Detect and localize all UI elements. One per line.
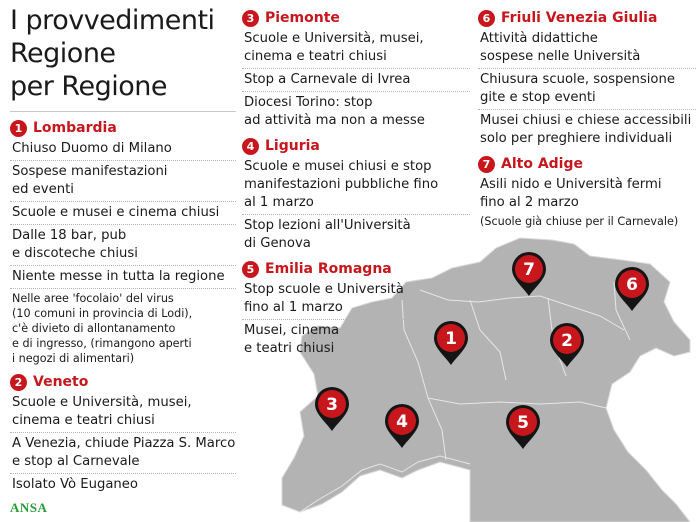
- region-header: [478, 154, 696, 174]
- column-middle: [242, 0, 470, 360]
- measure-item: Scuole e Università, musei, cinema e teatri chiusi: [10, 392, 236, 433]
- map-pin-1-label: 1: [445, 329, 457, 349]
- region-name: Veneto: [33, 374, 89, 390]
- page-title: [10, 4, 236, 103]
- title-line-1: I provvedimenti: [10, 5, 215, 36]
- region-block-lombardia: [10, 118, 236, 368]
- region-header: [10, 118, 236, 138]
- region-name: Alto Adige: [501, 156, 583, 172]
- region-header: [478, 8, 696, 28]
- map-pin-7-label: 7: [523, 260, 535, 280]
- column-right: [478, 0, 696, 231]
- map-pin-6-label: 6: [626, 275, 638, 295]
- region-number-badge: 6: [478, 10, 495, 27]
- measure-note: Nelle aree 'focolaio' del virus (10 comuni in provincia di Lodi), c'è divieto di allontanamento e di ingresso, (rimangono aperti i negozi di alimentari): [12, 292, 193, 365]
- region-header: [242, 259, 470, 279]
- map-pin-5-label: 5: [517, 413, 529, 433]
- region-name: Lombardia: [33, 120, 117, 136]
- region-name: Friuli Venezia Giulia: [501, 10, 658, 26]
- region-block-veneto: [10, 372, 236, 496]
- measure-item: Isolato Vò Euganeo: [12, 477, 138, 492]
- measure-item: Sospese manifestazioni ed eventi: [10, 161, 236, 202]
- measure-item: Chiusura scuole, sospensione gite e stop eventi: [478, 69, 696, 110]
- measure-item: Diocesi Torino: stop ad attività ma non a messe: [244, 95, 425, 128]
- region-number-badge: 4: [242, 138, 259, 155]
- region-block-alto-adige: [478, 154, 696, 231]
- region-name: Liguria: [265, 138, 320, 154]
- measure-item: Dalle 18 bar, pub e discoteche chiusi: [10, 225, 236, 266]
- measure-item: Stop scuole e Università fino al 1 marzo: [242, 279, 470, 320]
- title-line-3: per Regione: [10, 71, 167, 102]
- map-pin-3-label: 3: [326, 395, 338, 415]
- region-block-piemonte: [242, 8, 470, 132]
- region-number-badge: 5: [242, 261, 259, 278]
- measure-item: Musei chiusi e chiese accessibili solo per preghiere individuali: [480, 113, 692, 146]
- region-block-emilia-romagna: [242, 259, 470, 360]
- region-header: [242, 8, 470, 28]
- ansa-credit-logo: ANSA: [10, 500, 48, 515]
- region-name: Emilia Romagna: [265, 261, 392, 277]
- region-block-friuli-venezia-giulia: [478, 8, 696, 150]
- measure-item: Stop a Carnevale di Ivrea: [242, 69, 470, 92]
- region-number-badge: 1: [10, 120, 27, 137]
- region-name: Piemonte: [265, 10, 340, 26]
- measure-item: Asili nido e Università fermi fino al 2 marzo: [480, 177, 662, 210]
- title-divider: [10, 111, 236, 112]
- map-pin-2-label: 2: [561, 331, 573, 351]
- measure-item: Scuole e musei chiusi e stop manifestazioni pubbliche fino al 1 marzo: [242, 156, 470, 215]
- measure-item: Scuole e Università, musei, cinema e teatri chiusi: [242, 28, 470, 69]
- measure-note: (Scuole già chiuse per il Carnevale): [480, 215, 679, 228]
- measure-item: Stop lezioni all'Università di Genova: [244, 218, 411, 251]
- region-number-badge: 2: [10, 374, 27, 391]
- map-pin-4-label: 4: [396, 412, 408, 432]
- title-line-2: Regione: [10, 38, 116, 69]
- measure-item: A Venezia, chiude Piazza S. Marco e stop al Carnevale: [10, 433, 236, 474]
- measure-item: Attività didattiche sospese nelle Università: [478, 28, 696, 69]
- region-header: [242, 136, 470, 156]
- region-number-badge: 7: [478, 156, 495, 173]
- region-header: [10, 372, 236, 392]
- measure-item: Scuole e musei e cinema chiusi: [10, 202, 236, 225]
- measure-item: Niente messe in tutta la regione: [10, 266, 236, 289]
- measure-item: Musei, cinema e teatri chiusi: [244, 323, 340, 356]
- column-left: [10, 0, 236, 496]
- measure-item: Chiuso Duomo di Milano: [10, 138, 236, 161]
- region-block-liguria: [242, 136, 470, 255]
- region-number-badge: 3: [242, 10, 259, 27]
